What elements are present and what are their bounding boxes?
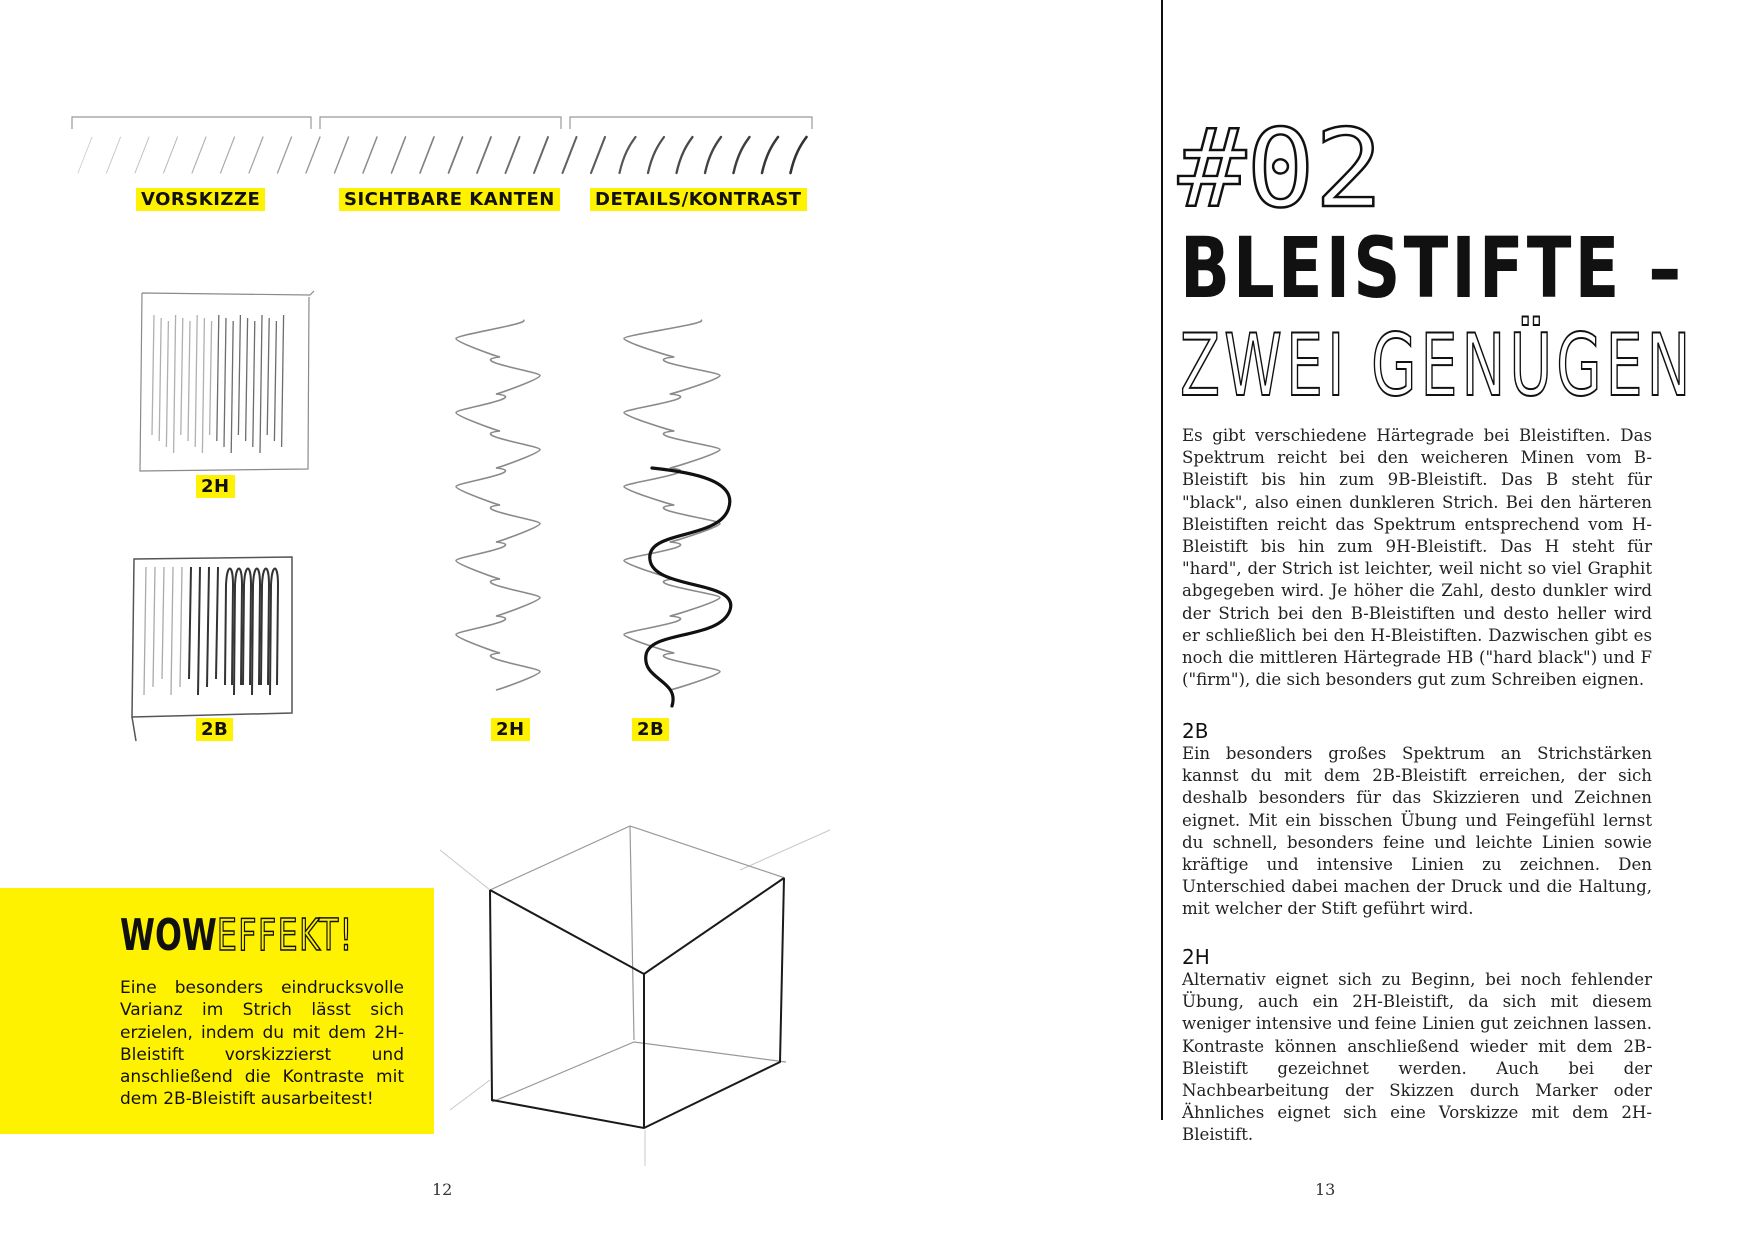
pencil-stroke	[762, 137, 778, 173]
pencil-stroke	[278, 137, 292, 173]
pencil-stroke	[420, 137, 434, 173]
chapter-title-line2: ZWEI GENÜGEN	[1180, 316, 1695, 416]
hatch-line	[274, 321, 276, 441]
pencil-stroke	[620, 137, 636, 173]
label-sichtbare-kanten: SICHTBARE KANTEN	[339, 188, 560, 211]
hatch-line	[225, 569, 233, 686]
pencil-stroke	[563, 137, 577, 173]
pencil-stroke	[648, 137, 664, 173]
hatch-line	[159, 318, 161, 441]
wow-effekt-text: Eine besonders eindrucksvolle Varianz im Strich lässt sich erzielen, indem du mit dem 2H-Bleistift vorskizzierst und anschließend die Kontraste mit dem 2B-Bleistift ausarbeitest!	[120, 978, 404, 1110]
label-hatch-2h: 2H	[196, 475, 235, 498]
hatch-line	[202, 318, 204, 453]
pencil-stroke	[306, 137, 320, 173]
hatch-line	[189, 567, 191, 679]
pencil-stroke	[506, 137, 520, 173]
section-text-2b: Ein besonders großes Spektrum an Strichstärken kannst du mit dem 2B-Bleistift erreichen, der sich deshalb besonders für das Skizzieren und Zeichnen eignet. Mit ein bisschen Übung und Feingefühl lernst du schnell, besonders feine und leichte Linien sowie kräftige und intensive Linien zu zeichnen. Den Unterschied dabei machen der Druck und die Haltung, mit welcher der Stift geführt wird.	[1182, 744, 1652, 919]
page-divider	[1161, 0, 1163, 1120]
section-heading-2b: 2B	[1182, 719, 1209, 743]
hatch-line	[270, 569, 278, 696]
hatch-line	[171, 567, 173, 695]
wave-sample-2h	[428, 310, 568, 710]
hatch-line	[260, 315, 262, 453]
wow-title-solid: WOW	[120, 910, 217, 961]
hatch-line	[217, 315, 219, 441]
hatch-sample-2b	[126, 545, 326, 745]
hatch-line	[267, 318, 269, 435]
section-heading-2h: 2H	[1182, 945, 1210, 969]
hatch-line	[198, 567, 200, 695]
pencil-stroke	[734, 137, 750, 173]
pencil-stroke	[107, 137, 121, 173]
svg-text:#02: #02	[1178, 107, 1383, 232]
hatch-line	[153, 567, 155, 687]
hatch-line	[246, 318, 248, 441]
pencil-stroke	[78, 137, 92, 173]
wow-title-outline: EFFEKT!	[216, 910, 354, 961]
hatch-line	[252, 569, 260, 696]
pencil-stroke	[363, 137, 377, 173]
hatch-line	[243, 569, 251, 686]
pencil-stroke	[221, 137, 235, 173]
pencil-stroke	[705, 137, 721, 173]
hatch-line	[162, 567, 164, 679]
hatch-line	[216, 567, 218, 679]
hatch-line	[231, 321, 233, 453]
hatch-sample-2h	[130, 285, 330, 485]
hatch-line	[282, 315, 284, 447]
label-wave-2b: 2B	[632, 718, 669, 741]
hatch-line	[180, 567, 182, 687]
hatch-line	[188, 321, 190, 441]
pencil-stroke-strip	[68, 115, 818, 195]
hatch-line	[238, 315, 240, 435]
pencil-stroke	[249, 137, 263, 173]
hatch-line	[234, 569, 242, 696]
pencil-stroke	[192, 137, 206, 173]
pencil-stroke	[449, 137, 463, 173]
hatch-line	[181, 318, 183, 435]
wow-effekt-title	[120, 912, 354, 960]
hatch-line	[152, 315, 154, 435]
pencil-stroke	[335, 137, 349, 173]
pencil-stroke	[392, 137, 406, 173]
chapter-title-line1: BLEISTIFTE –	[1180, 219, 1685, 317]
page-number-left: 12	[432, 1180, 453, 1199]
hatch-line	[195, 315, 197, 447]
pencil-stroke	[135, 137, 149, 173]
cube-sketch	[430, 810, 850, 1170]
pencil-stroke	[534, 137, 548, 173]
hatch-line	[207, 567, 209, 687]
page-number-right: 13	[1315, 1180, 1336, 1199]
section-text-2h: Alternativ eignet sich zu Beginn, bei noch fehlender Übung, auch ein 2H-Bleistift, da sich mit diesem weniger intensive und feine Linien gut zeichnen lassen. Kontraste können anschließend wieder mit dem 2B-Bleistift gezeichnet werden. Auch bei der Nachbearbeitung der Skizzen durch Marker oder Ähnliches eignet sich eine Vorskizze mit dem 2H-Bleistift.	[1182, 970, 1652, 1145]
pencil-stroke	[477, 137, 491, 173]
pencil-stroke	[677, 137, 693, 173]
chapter-number	[1178, 107, 1398, 232]
wave-sample-2b	[590, 310, 750, 710]
label-hatch-2b: 2B	[196, 718, 233, 741]
intro-paragraph: Es gibt verschiedene Härtegrade bei Bleistiften. Das Spektrum reicht bei den weicheren Minen vom B-Bleistift bis hin zum 9B-Bleistift. Das B steht für "black", also einen dunkleren Strich. Bei den härteren Bleistiften reicht das Spektrum entsprechend vom H-Bleistift bis hin zum 9H-Bleistift. Das H steht für "hard", der Strich ist leichter, weil nicht so viel Graphit abgegeben wird. Je höher die Zahl, desto dunkler wird der Strich bei den B-Bleistiften und desto heller wird er schließlich bei den H-Bleistiften. Dazwischen gibt es noch die mittleren Härtegrade HB ("hard black") und F ("firm"), die sich besonders gut zum Schreiben eignen.	[1182, 426, 1652, 690]
label-vorskizze: VORSKIZZE	[136, 188, 265, 211]
hatch-line	[224, 318, 226, 447]
pencil-stroke	[164, 137, 178, 173]
hatch-line	[253, 321, 255, 447]
hatch-line	[144, 567, 146, 695]
hatch-line	[166, 321, 168, 447]
pencil-stroke	[591, 137, 605, 173]
hatch-line	[261, 569, 269, 686]
pencil-stroke	[791, 137, 807, 173]
label-details-kontrast: DETAILS/KONTRAST	[590, 188, 807, 211]
hatch-line	[210, 321, 212, 435]
label-wave-2h: 2H	[491, 718, 530, 741]
hatch-line	[174, 315, 176, 453]
